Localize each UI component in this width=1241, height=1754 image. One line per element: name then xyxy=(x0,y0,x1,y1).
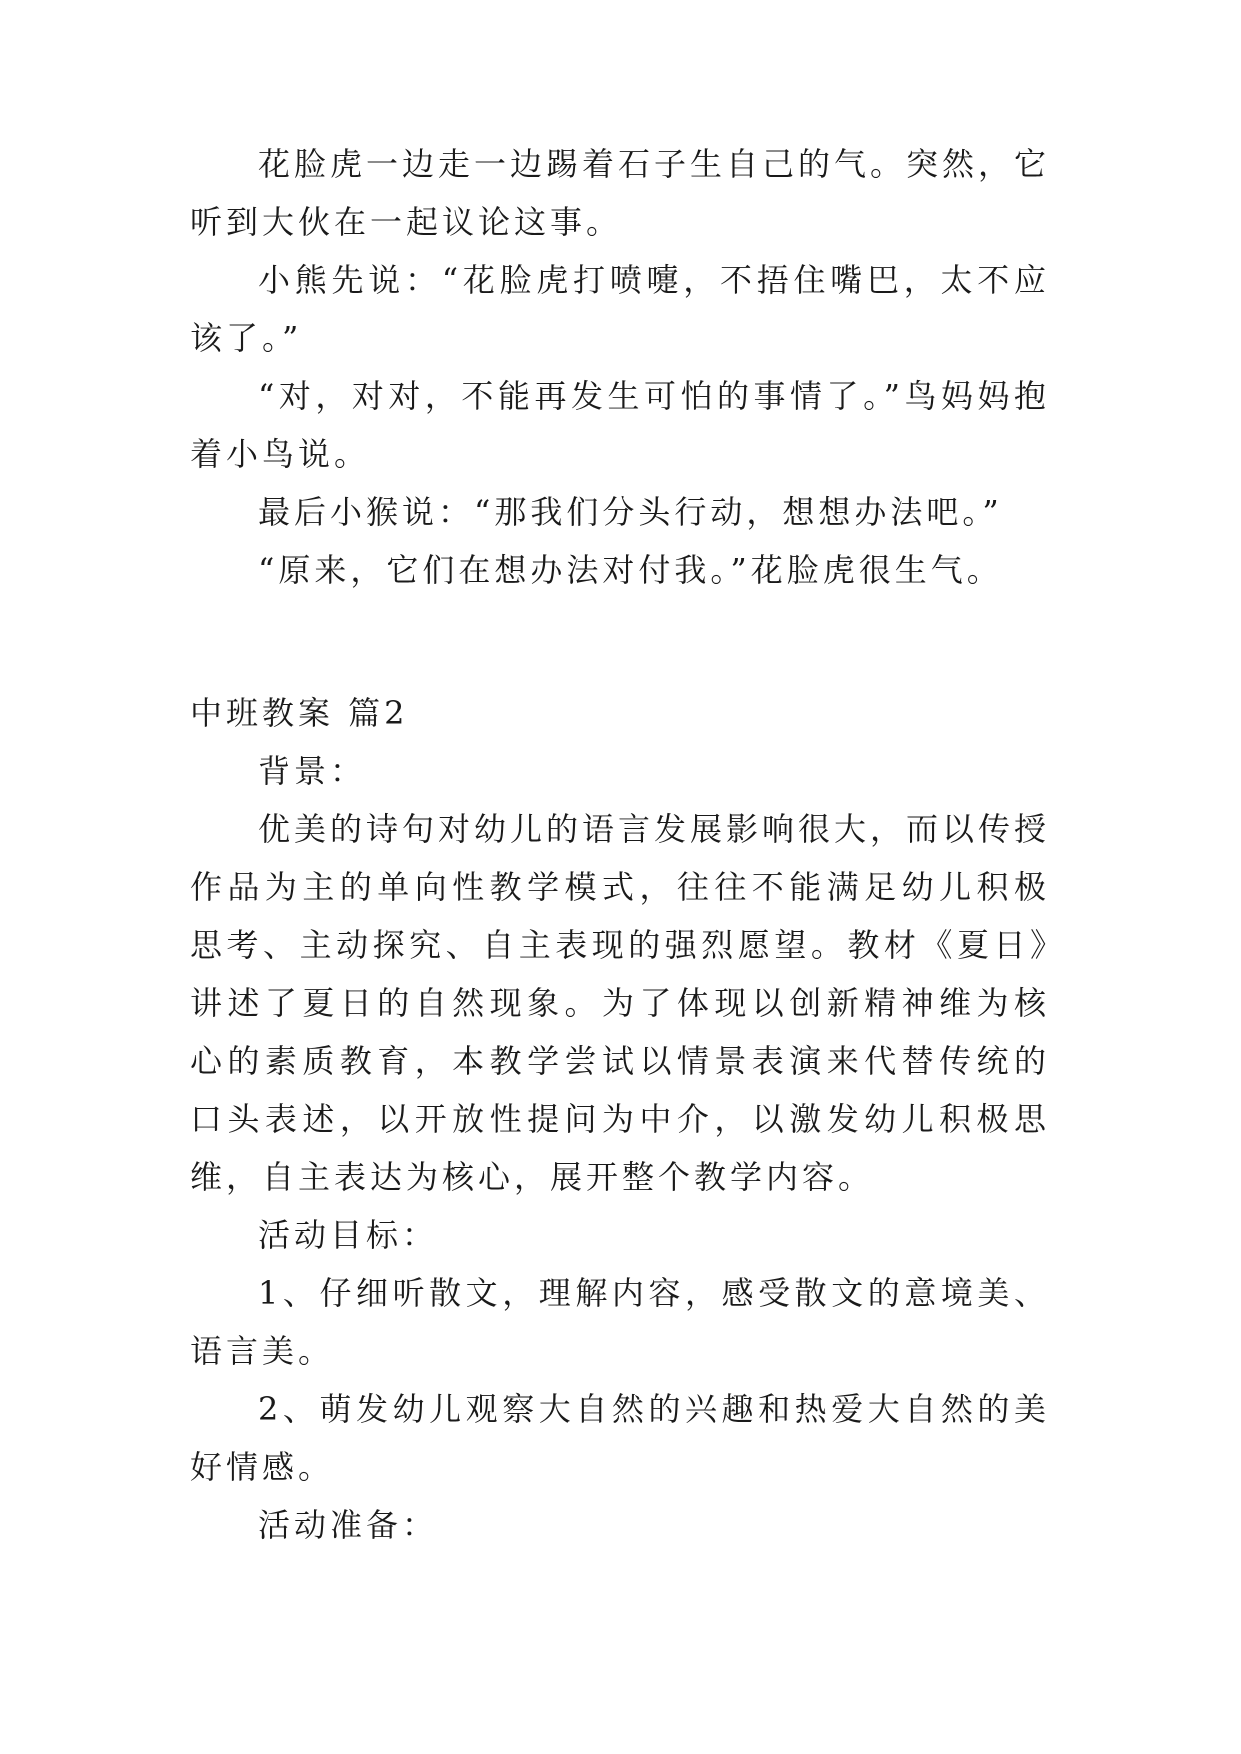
lesson-plan-section xyxy=(190,684,1050,1554)
paragraph: 最后小猴说：“那我们分头行动，想想办法吧。” xyxy=(258,493,1003,531)
paragraph-label: 活动准备： xyxy=(258,1506,439,1544)
paragraph-label: 背景： xyxy=(258,752,367,790)
paragraph: 小熊先说：“花脸虎打喷嚏，不捂住嘴巴，太不应该了。” xyxy=(190,261,1050,357)
paragraph: “原来，它们在想办法对付我。”花脸虎很生气。 xyxy=(258,551,1003,589)
paragraph-label: 活动目标： xyxy=(258,1216,439,1254)
paragraph: 花脸虎一边走一边踢着石子生自己的气。突然，它听到大伙在一起议论这事。 xyxy=(190,145,1051,241)
story-section xyxy=(190,135,1050,599)
paragraph: 优美的诗句对幼儿的语言发展影响很大，而以传授作品为主的单向性教学模式，往往不能满足幼儿积极思考、主动探究、自主表现的强烈愿望。教材《夏日》讲述了夏日的自然现象。为了体现以创新精神维为核心的素质教育，本教学尝试以情景表演来代替传统的口头表述，以开放性提问为中介，以激发幼儿积极思维，自主表达为核心，展开整个教学内容。 xyxy=(190,810,1051,1196)
section-heading: 中班教案 篇2 xyxy=(190,694,409,732)
list-item: 1、仔细听散文，理解内容，感受散文的意境美、语言美。 xyxy=(190,1274,1050,1370)
paragraph: “对，对对，不能再发生可怕的事情了。”鸟妈妈抱着小鸟说。 xyxy=(190,377,1050,473)
list-item: 2、萌发幼儿观察大自然的兴趣和热爱大自然的美好情感。 xyxy=(190,1390,1050,1486)
